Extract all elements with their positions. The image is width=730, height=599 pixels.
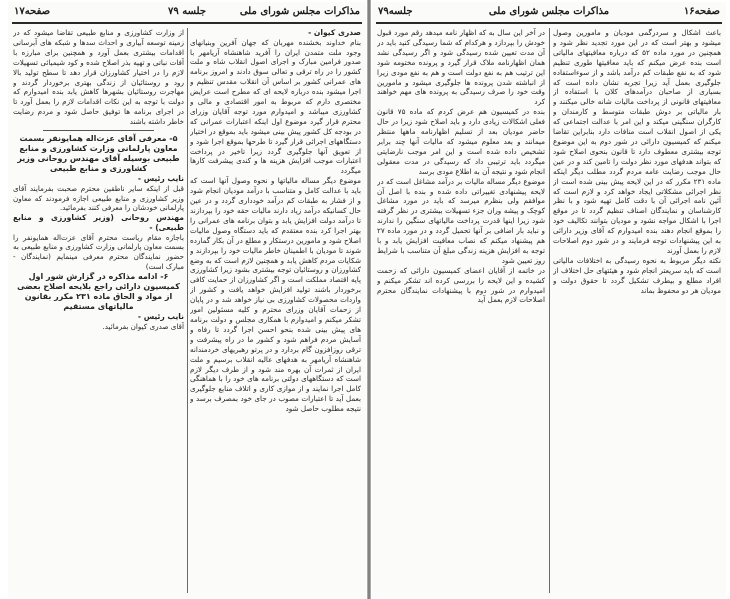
paragraph: موضوع دیگر مساله مالیاتها و نحوه وصول آنها است که باید با عدالت کامل و متناسب با درآمد مودیان انجام شود و از فشار به طبقات کم درآمد خودداری گردد و در عین حال کسانیکه درآمد زیاد دارند مالیات حقه خود را بپردازند تا درآمد دولت افزایش یابد و بتوان برنامه های عمرانی را بهتر اجرا کرد بنده معتقدم که باید دستگاه وصول مالیات اصلاح شود و مامورین درستکار و مطلع در آن بکار گمارده شوند تا مودیان با اطمینان خاطر مالیات خود را بپردازند و شکایات مردم کاهش یابد و همچنین لازم است که به وضع کشاورزان و روستائیان توجه بیشتری بشود زیرا کشاورزی پایه اقتصاد مملکت است و اگر کشاورزان از حمایت کافی برخوردار باشند تولید افزایش خواهد یافت و کشور از واردات محصولات کشاورزی بی نیاز خواهد شد و در پایان از زحمات آقایان وزرای محترم و کلیه مسئولین امور تشکر میکنم و امیدوارم با همکاری مجلس و دولت برنامه های پیش بینی شده بنحو احسن اجرا گردد تا رفاه و آسایش مردم فراهم شود و کشور ما در راه پیشرفت و ترقی روزافزون گام بردارد و در پرتو رهبریهای خردمندانه شاهنشاه آریامهر به هدفهای عالیه انقلاب برسیم و ملت ایران از ثمرات آن بهره مند شود و از طرف دیگر لازم است که دستگاههای دولتی برنامه های خود را با هماهنگی کامل اجرا نمایند و از موازی کاری و اتلاف منابع جلوگیری بعمل آید تا اعتبارات مصوب در جای خود بمصرف برسد و نتیجه مطلوب حاصل شود (190, 176, 361, 414)
paragraph: بنده در کمیسیون هم عرض کردم که ماده ۷۵ قانون فعلی اشکالات زیادی دارد و باید اصلاح شود زیرا در حال حاضر مودیان بعد از تسلیم اظهارنامه ماهها منتظر میمانند و بعد معلوم میشود که مالیات آنها چند برابر تشخیص داده شده است و این امر موجب نارضایتی میگردد باید ترتیبی داد که رسیدگی در مدت معقولی انجام شود و نتیجه آن به اطلاع مودی برسد (377, 107, 545, 176)
section-heading: ۵- معرفی آقای عزت‌اله همایونفر بسمت معاون پارلمانی وزارت کشاورزی و منابع طبیعی بوسیله آقای مهندس روحانی وزیر کشاورزی و منابع طبیعی (17, 134, 180, 174)
column-left (13, 28, 184, 595)
paragraph: از وزارت کشاورزی و منابع طبیعی تقاضا میشود که در زمینه توسعه آبیاری و احداث سدها و شبکه های آبرسانی اقدامات بیشتری بعمل آورد و همچنین برای مبارزه با آفات نباتی و تهیه بذر اصلاح شده و کود شیمیائی تسهیلات لازم را در اختیار کشاورزان قرار دهد تا سطح تولید بالا رود و روستائیان از زندگی بهتری برخوردار گردند و مهاجرت روستائیان بشهرها کاهش یابد بنده امیدوارم که دولت با توجه به این نکات اقدامات لازم را بعمل آورد تا در اجرای برنامه ها توفیق حاصل شود و مردم رضایت خاطر داشته باشند (13, 28, 184, 127)
header-rule (12, 22, 362, 24)
session-number: جلسه ۷۹ (167, 6, 207, 17)
paragraph: در آخر این سال به که اظهار نامه میدهد رقم مورد قبول خودش را بپردازد و هرکدام که شما رسیدگی کنید باید در آن مدت تعیین شده رسیدگی شود و اگر رسیدگی نشد همان اظهارنامه ملاک قرار گیرد و پرونده مختومه شود این ترتیب هم به نفع دولت است و هم به نفع مودی زیرا از انباشته شدن پرونده ها جلوگیری میشود و مامورین وقت خود را صرف رسیدگی به پرونده های مهم خواهند کرد (377, 28, 545, 107)
page-number: صفحه۱۷ (14, 6, 51, 17)
column-divider (187, 28, 188, 593)
left-page (8, 2, 366, 597)
paragraph: باجازه مقام ریاست محترم آقای عزت‌اله همایونفر را بسمت معاون پارلمانی وزارت کشاورزی و منابع طبیعی به حضور نمایندگان محترم معرفی مینمایم (نمایندگان - مبارک است) (13, 232, 184, 272)
section-divider (43, 130, 154, 131)
right-page (372, 2, 726, 597)
column-right (190, 28, 361, 595)
speaker-name: نایب رئیس - (137, 174, 184, 184)
column-divider (549, 28, 550, 593)
paragraph: نکته دیگر مربوط به نحوه رسیدگی به اختلافات مالیاتی است که باید سریعتر انجام شود و هیئتهای حل اختلاف از افراد مطلع و بیطرف تشکیل گردد تا حقوق دولت و مودیان هر دو محفوظ بماند (553, 255, 721, 295)
section-heading: ۶- ادامه مذاکره در گزارش شور اول کمیسیون دارائی راجع بلایحه اصلاح بعضی از مواد و الحاق ماده ۲۳۱ مکرر بقانون مالیاتهای مستقیم (17, 272, 180, 312)
header-rule (376, 22, 722, 24)
speaker-name: صدری کیوان - (308, 28, 361, 37)
book-gutter (367, 0, 371, 599)
journal-title: مذاکرات مجلس شورای ملی (239, 6, 360, 17)
column-left (377, 28, 545, 595)
session-number: جلسه۷۹ (378, 6, 413, 17)
page-header (372, 6, 726, 22)
page-number: صفحه۱۶ (683, 6, 720, 17)
speaker-name: مهندس روحانی (وزیر کشاورزی و منابع طبیعی) - (13, 213, 184, 232)
paragraph: آقای صدری کیوان بفرمائید. (102, 321, 184, 331)
paragraph: موضوع دیگر مساله مالیات بر درآمد مشاغل است که در لایحه پیشنهادی تغییراتی داده شده و بنده با اصل آن موافقم ولی بنظرم میرسد که باید در مورد مشاغل کوچک و پیشه وران جزء تسهیلات بیشتری در نظر گرفته شود زیرا اینها قدرت پرداخت مالیاتهای سنگین را ندارند و نباید بار اضافی بر آنها تحمیل گردد و در مورد ماده ۲۷ هم پیشنهاد میکنم که نصاب معافیت افزایش یابد و با توجه به افزایش هزینه زندگی مبلغ آن متناسب با شرایط روز تعیین شود (377, 176, 545, 265)
column-right (553, 28, 721, 595)
paragraph: باعث اشکال و سردرگمی مودیان و مامورین وصول میشود و بهتر است که در این مورد تجدید نظر شود و همچنین در مورد ماده ۵۲ که درباره معافیتهای مالیاتی است بنده عرض میکنم که باید معافیتها طوری تنظیم شود که به نفع طبقات کم درآمد باشد و از سوءاستفاده جلوگیری بعمل آید زیرا تجربه نشان داده است که بسیاری از صاحبان درآمدهای کلان با استفاده از معافیتهای قانونی از پرداخت مالیات شانه خالی میکنند و بار مالیاتی بر دوش طبقات متوسط و کارمندان و کارگران سنگینی میکند و این امر با عدالت اجتماعی که یکی از اصول انقلاب است منافات دارد بنابراین تقاضا میکنم که کمیسیون دارائی در شور دوم به این موضوع توجه بیشتری معطوف دارد تا قانون بنحوی اصلاح شود که بتواند هدفهای مورد نظر دولت را تامین کند و در عین حال موجب رضایت عامه مردم گردد مطلب دیگر اینکه ماده ۲۳۱ مکرر که در این لایحه پیش بینی شده است از نظر اجرائی مشکلاتی ایجاد خواهد کرد و لازم است که آئین نامه اجرائی آن با دقت کامل تهیه شود و با نظر کارشناسان و نمایندگان اصناف تنظیم گردد تا در موقع اجرا با اشکال مواجه نشود و مودیان بتوانند تکالیف خود را بموقع انجام دهند بنده امیدوارم که آقای وزیر دارائی به این پیشنهادات توجه فرمایند و در شور دوم اصلاحات لازم را بعمل آورند (553, 28, 721, 255)
paragraph: در خاتمه از آقایان اعضای کمیسیون دارائی که زحمت کشیده و این لایحه را بررسی کرده اند تشکر میکنم و امیدوارم در شور دوم با پیشنهادات نمایندگان محترم اصلاحات لازم بعمل آید (377, 265, 545, 305)
paragraph: بنام خداوند بخشنده مهربان که جهان آفرین وبنیانهای وجود ملت متمدن ایران را آفرید شاهنشاه آریامهر با صدور فرامین مبارک و اجرای اصول انقلاب شاه و ملت کشور را در راه ترقی و تعالی سوق دادند و امروز برنامه های عمرانی کشور بر اساس آن انقلاب مقدس تنظیم و اجرا میشود بنده درباره لایحه ای که مطرح است عرایض مختصری دارم که مربوط به امور اقتصادی و مالی و کشاورزی میباشد و امیدوارم مورد توجه آقایان وزرای محترم قرار گیرد موضوع اول اینکه اعتبارات عمرانی که در بودجه کل کشور پیش بینی میشود باید بموقع در اختیار دستگاههای اجرائی قرار گیرد تا طرحها بموقع اجرا شود و از تعویق آنها جلوگیری گردد زیرا تاخیر در پرداخت اعتبارات موجب افزایش هزینه ها و کندی پیشرفت کارها میگردد (190, 37, 361, 176)
journal-title: مذاکرات مجلس شورای ملی (488, 6, 610, 17)
page-header (8, 6, 366, 22)
paragraph: قبل از اینکه سایر ناطقین محترم صحبت بفرمایند آقای وزیر کشاورزی و منابع طبیعی اجازه فرمودند که معاون پارلمانی خودشان را معرفی کنند بفرمائید. (13, 183, 184, 213)
speaker-name: نایب رئیس - (137, 312, 184, 322)
